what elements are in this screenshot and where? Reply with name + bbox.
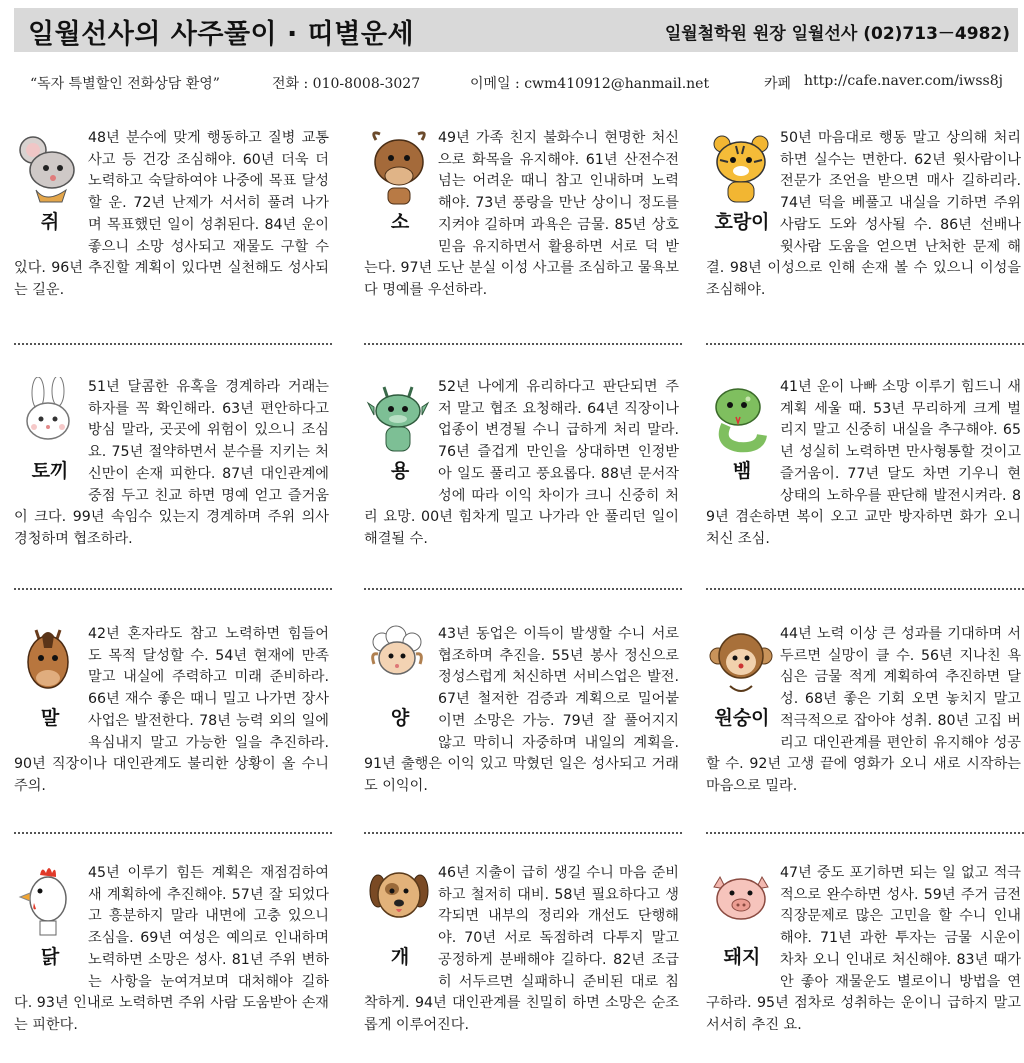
zodiac-name: 토끼 — [31, 460, 69, 482]
divider — [14, 832, 332, 834]
fortune-text: 44년 노력 이상 큰 성과를 기대하며 서두르면 실망이 클 수. 56년 지나친 욕심은 금물 적게 계획하여 추진하면 달성. 68년 좋은 기회 오면 놓치지 말고 적극적으로 잡아야 성취. 80년 고집 버리고 대인관계를 편안히 유지해야 성공할 수. 92년 고생 끝에 영화가 오니 새로 시작하는 마음으로 밀라. — [706, 626, 1021, 794]
divider — [706, 588, 1024, 590]
divider — [14, 588, 332, 590]
fortune-text: 41년 운이 나빠 소망 이루기 힘드니 새 계획 세울 때. 53년 무리하게 크게 벌리지 말고 신중히 내실을 추구해야. 65년 성실히 노력하면 만사형통할 것이고 즐거움이. 77년 달도 차면 기우니 현 상태의 노하우를 판단해 발전시켜라. 89년 겸손하면 복이 오고 교만 방자하면 화가 오니 처신 조심. — [706, 379, 1021, 547]
fortune-text: 47년 중도 포기하면 되는 일 없고 적극적으로 완수하면 성사. 59년 주거 금전 직장문제로 많은 고민을 할 수니 인내해야. 71년 과한 투자는 금물 시운이 차차 오니 인내로 처신해야. 83년 때가 안 좋아 재물운도 별로이니 방법을 연구하라. 95년 점차로 성취하는 운이니 급하지 말고 서서히 추진 요. — [706, 865, 1021, 1033]
dragon-icon — [366, 377, 432, 457]
fortune-text: 49년 가족 친지 불화수니 현명한 처신으로 화목을 유지해야. 61년 산전수전 넘는 어려운 때니 참고 인내하며 노력해야. 73년 풍랑을 만난 상이니 정도를 지켜야 길하며 과욕은 금물. 85년 상호 믿음 유지하면서 활용하면 서로 덕 받는다. 97년 도난 분실 이성 사고를 조심하고 물욕보다 명예를 우선하라. — [364, 130, 679, 298]
zodiac-entry-dog — [364, 863, 679, 1037]
fortune-text: 50년 마음대로 행동 말고 상의해 처리하면 실수는 면한다. 62년 윗사람이나 전문가 조언을 받으면 매사 길하리라. 74년 덕을 베풀고 내실을 기하면 주위 사람도 도와 성사될 수. 86년 선배나 윗사람 도움을 얻으면 난처한 문제 해결. 98년 이성으로 인해 손재 볼 수 있으니 이성을 조심해야. — [706, 130, 1021, 298]
zodiac-name: 말 — [40, 707, 60, 729]
phone-text: 전화 : 010-8008-3027 — [272, 76, 421, 92]
zodiac-name: 소 — [390, 211, 410, 233]
dog-icon — [366, 863, 432, 943]
zodiac-name: 뱀 — [732, 460, 752, 482]
monkey-icon — [708, 624, 774, 704]
divider — [706, 832, 1024, 834]
divider — [14, 343, 332, 345]
cafe-label: 카페 — [764, 76, 792, 92]
zodiac-entry-dragon — [364, 377, 679, 551]
fortune-text: 42년 혼자라도 참고 노력하면 힘들어도 목적 달성할 수. 54년 현재에 만족 말고 내실에 주력하고 미래 준비하라. 66년 재수 좋은 때니 밀고 나가면 장사 사업은 발전한다. 78년 능력 외의 일에 욕심내지 말고 가능한 일을 추진하라. 90년 직장이나 대인관계도 불리한 상황이 올 수니 주의. — [14, 626, 329, 794]
sheep-icon — [366, 624, 432, 704]
fortune-text: 51년 달콤한 유혹을 경계하라 거래는 하자를 꼭 확인해라. 63년 편안하다고 방심 말라, 곳곳에 위험이 있으니 조심 요. 75년 절약하면서 분수를 지키는 처신만이 손재 피한다. 87년 대인관계에 중점 두고 친교 하면 명예 얻고 즐거움이 크다. 99년 속임수 있는지 경계하며 주위 의사 경청하며 협조하라. — [14, 379, 329, 547]
zodiac-name: 원숭이 — [714, 707, 770, 729]
author-info: 일월철학원 원장 일월선사 (02)713－4982) — [664, 24, 1010, 44]
fortune-text: 45년 이루기 힘든 계획은 재점검하여 새 계획하에 추진해야. 57년 잘 되었다고 흥분하지 말라 내면에 고충 있으니 조심을. 69년 여성은 예의로 인내하며 노력하면 소망은 성사. 81년 주위 변하는 사항을 눈여겨보며 대처해야 길하다. 93년 인내로 노력하면 주위 사람 도움받아 손재는 피한다. — [14, 865, 329, 1033]
rabbit-icon — [16, 377, 82, 457]
divider — [364, 832, 682, 834]
zodiac-entry-snake — [706, 377, 1021, 551]
zodiac-name: 용 — [390, 460, 410, 482]
zodiac-entry-sheep — [364, 624, 679, 798]
zodiac-entry-pig — [706, 863, 1021, 1037]
zodiac-name: 돼지 — [723, 946, 761, 968]
fortune-text: 46년 지출이 급히 생길 수니 마음 준비 하고 철저히 대비. 58년 필요하다고 생각되면 내부의 정리와 개선도 단행해야. 70년 서로 독점하려 다투지 말고 공정하게 분배해야 길하다. 82년 조급히 서두르면 실패하니 준비된 대로 침착하게. 94년 대인관계를 친밀히 하면 소망은 순조롭게 이루어진다. — [364, 865, 679, 1033]
zodiac-entry-rabbit — [14, 377, 329, 551]
cafe-link[interactable]: http://cafe.naver.com/iwss8j — [804, 73, 1003, 89]
horse-icon — [16, 624, 82, 704]
ox-icon — [366, 128, 432, 208]
tiger-icon — [708, 128, 774, 208]
zodiac-entry-ox — [364, 128, 679, 302]
fortune-text: 48년 분수에 맞게 행동하고 질병 교통사고 등 건강 조심해야. 60년 더욱 더 노력하고 숙달하여야 나중에 목표 달성할 운. 72년 난제가 서서히 풀려 나가며 목표했던 일이 성취된다. 84년 운이 좋으니 소망 성사되고 재물도 구할 수 있다. 96년 추진할 계획이 있다면 실천해도 성사되는 길운. — [14, 130, 329, 298]
zodiac-entry-horse — [14, 624, 329, 798]
fortune-text: 52년 나에게 유리하다고 판단되면 주저 말고 협조 요청해라. 64년 직장이나 업종이 변경될 수니 급하게 처리 말라. 76년 즐겁게 만인을 상대하면 인정받아 일도 풀리고 풍요롭다. 88년 문서작성에 따라 이익 차이가 크니 신중히 처리 요망. 00년 힘차게 밀고 나가라 안 풀리던 일이 해결될 수. — [364, 379, 679, 547]
zodiac-name: 개 — [390, 946, 410, 968]
divider — [706, 343, 1024, 345]
header-bar — [14, 8, 1018, 52]
page-title: 일월선사의 사주풀이 · 띠별운세 — [28, 19, 415, 50]
snake-icon — [708, 377, 774, 457]
zodiac-entry-monkey — [706, 624, 1021, 798]
promo-text: “독자 특별할인 전화상담 환영” — [30, 76, 220, 92]
zodiac-entry-rat — [14, 128, 329, 302]
zodiac-entry-tiger — [706, 128, 1021, 302]
zodiac-entry-rooster — [14, 863, 329, 1037]
email-text: 이메일 : cwm410912@hanmail.net — [470, 76, 710, 92]
fortune-text: 43년 동업은 이득이 발생할 수니 서로 협조하며 추진을. 55년 봉사 정신으로 정성스럽게 처신하면 서비스업은 발전. 67년 철저한 검증과 계획으로 밀어붙이면 소망은 가능. 79년 잘 풀어지지 않고 막히니 자중하며 내일의 계획을. 91년 출행은 이익 있고 막혔던 일은 성사되고 거래도 이익이. — [364, 626, 679, 794]
divider — [364, 343, 682, 345]
rooster-icon — [16, 863, 82, 943]
zodiac-name: 쥐 — [40, 211, 60, 233]
divider — [364, 588, 682, 590]
zodiac-name: 호랑이 — [714, 211, 770, 233]
zodiac-name: 양 — [390, 707, 410, 729]
rat-icon — [16, 128, 82, 208]
zodiac-name: 닭 — [40, 946, 60, 968]
pig-icon — [708, 863, 774, 943]
